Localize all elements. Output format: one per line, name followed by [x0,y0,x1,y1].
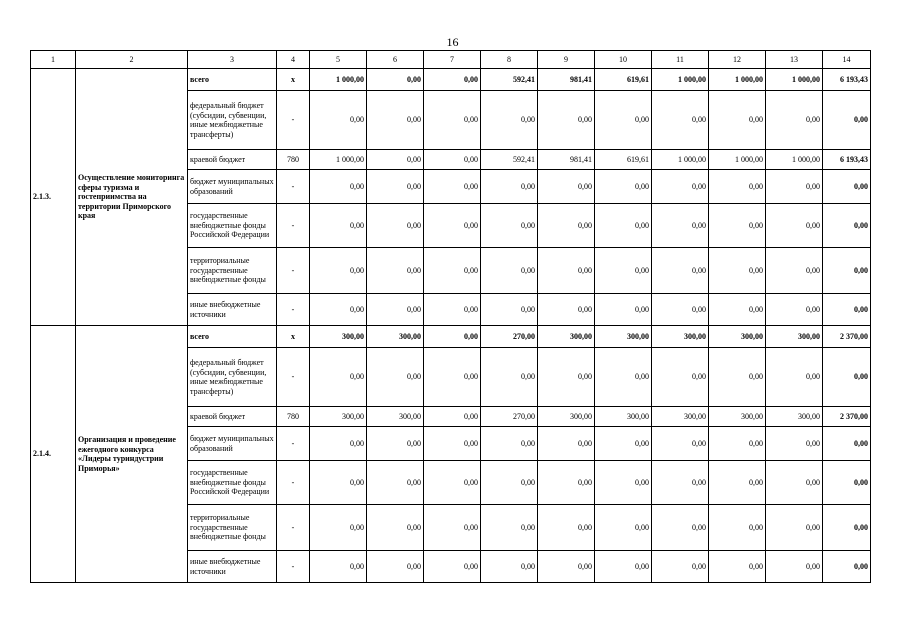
amount-cell: 1 000,00 [652,69,709,91]
amount-cell: 300,00 [310,326,367,348]
amount-cell: 0,00 [538,551,595,583]
amount-cell: 0,00 [709,427,766,461]
amount-cell: 6 193,43 [823,69,871,91]
amount-cell: 0,00 [367,170,424,204]
funding-source: территориальные государственные внебюджетные фонды [188,248,277,294]
amount-cell: 0,00 [823,91,871,150]
column-4-value: - [277,551,310,583]
amount-cell: 0,00 [709,294,766,326]
amount-cell: 0,00 [709,248,766,294]
amount-cell: 0,00 [652,551,709,583]
amount-cell: 0,00 [367,248,424,294]
amount-cell: 0,00 [823,427,871,461]
column-header: 3 [188,51,277,69]
amount-cell: 6 193,43 [823,150,871,170]
column-header: 2 [76,51,188,69]
amount-cell: 0,00 [367,551,424,583]
amount-cell: 0,00 [538,248,595,294]
amount-cell: 0,00 [766,248,823,294]
amount-cell: 0,00 [367,294,424,326]
amount-cell: 1 000,00 [310,150,367,170]
amount-cell: 981,41 [538,69,595,91]
amount-cell: 0,00 [367,505,424,551]
amount-cell: 0,00 [709,461,766,505]
amount-cell: 2 370,00 [823,326,871,348]
amount-cell: 0,00 [481,294,538,326]
amount-cell: 300,00 [538,407,595,427]
amount-cell: 0,00 [595,91,652,150]
amount-cell: 0,00 [481,248,538,294]
column-header: 6 [367,51,424,69]
amount-cell: 0,00 [652,505,709,551]
amount-cell: 0,00 [310,427,367,461]
amount-cell: 300,00 [652,326,709,348]
amount-cell: 0,00 [823,505,871,551]
amount-cell: 0,00 [310,91,367,150]
amount-cell: 0,00 [766,170,823,204]
column-4-value: 780 [277,150,310,170]
column-4-value: x [277,326,310,348]
amount-cell: 0,00 [310,461,367,505]
column-header: 10 [595,51,652,69]
column-header: 13 [766,51,823,69]
budget-row [31,326,871,348]
amount-cell: 981,41 [538,150,595,170]
amount-cell: 0,00 [481,551,538,583]
amount-cell: 0,00 [766,294,823,326]
amount-cell: 0,00 [424,69,481,91]
amount-cell: 0,00 [538,204,595,248]
amount-cell: 0,00 [424,150,481,170]
amount-cell: 0,00 [823,170,871,204]
column-header: 9 [538,51,595,69]
amount-cell: 0,00 [424,204,481,248]
amount-cell: 1 000,00 [652,150,709,170]
amount-cell: 0,00 [424,427,481,461]
amount-cell: 0,00 [652,170,709,204]
amount-cell: 300,00 [310,407,367,427]
column-4-value: - [277,461,310,505]
amount-cell: 0,00 [481,91,538,150]
amount-cell: 0,00 [310,551,367,583]
activity-code: 2.1.4. [31,326,76,583]
amount-cell: 0,00 [766,505,823,551]
amount-cell: 0,00 [424,248,481,294]
funding-source: иные внебюджетные источники [188,294,277,326]
amount-cell: 0,00 [766,551,823,583]
funding-source: федеральный бюджет (субсидии, субвенции, иные межбюджетные трансферты) [188,91,277,150]
amount-cell: 0,00 [652,294,709,326]
amount-cell: 0,00 [709,505,766,551]
amount-cell: 0,00 [424,505,481,551]
amount-cell: 0,00 [766,427,823,461]
column-header: 12 [709,51,766,69]
amount-cell: 0,00 [709,551,766,583]
column-header: 14 [823,51,871,69]
amount-cell: 0,00 [310,170,367,204]
amount-cell: 0,00 [538,91,595,150]
amount-cell: 0,00 [652,427,709,461]
amount-cell: 0,00 [310,505,367,551]
funding-source: иные внебюджетные источники [188,551,277,583]
amount-cell: 0,00 [595,505,652,551]
column-4-value: - [277,294,310,326]
amount-cell: 0,00 [709,91,766,150]
amount-cell: 300,00 [367,407,424,427]
amount-cell: 0,00 [595,170,652,204]
column-4-value: - [277,91,310,150]
amount-cell: 619,61 [595,150,652,170]
amount-cell: 619,61 [595,69,652,91]
amount-cell: 270,00 [481,407,538,427]
budget-row [31,69,871,91]
amount-cell: 300,00 [538,326,595,348]
column-4-value: - [277,204,310,248]
amount-cell: 0,00 [481,427,538,461]
amount-cell: 0,00 [709,170,766,204]
column-4-value: - [277,505,310,551]
amount-cell: 0,00 [766,348,823,407]
column-number-header-row [31,51,871,69]
amount-cell: 0,00 [424,407,481,427]
amount-cell: 0,00 [424,551,481,583]
amount-cell: 300,00 [652,407,709,427]
amount-cell: 0,00 [481,348,538,407]
amount-cell: 0,00 [538,170,595,204]
activity-code: 2.1.3. [31,69,76,326]
amount-cell: 0,00 [766,461,823,505]
amount-cell: 0,00 [823,348,871,407]
amount-cell: 0,00 [538,505,595,551]
funding-source: государственные внебюджетные фонды Российской Федерации [188,461,277,505]
amount-cell: 0,00 [481,505,538,551]
amount-cell: 300,00 [595,407,652,427]
amount-cell: 1 000,00 [766,69,823,91]
column-header: 1 [31,51,76,69]
amount-cell: 0,00 [595,461,652,505]
amount-cell: 0,00 [595,551,652,583]
amount-cell: 1 000,00 [709,150,766,170]
amount-cell: 0,00 [538,348,595,407]
amount-cell: 0,00 [367,91,424,150]
column-header: 8 [481,51,538,69]
amount-cell: 0,00 [310,294,367,326]
amount-cell: 0,00 [652,248,709,294]
column-4-value: - [277,348,310,407]
amount-cell: 0,00 [823,551,871,583]
column-header: 4 [277,51,310,69]
amount-cell: 270,00 [481,326,538,348]
funding-source: всего [188,326,277,348]
amount-cell: 0,00 [823,204,871,248]
funding-source: территориальные государственные внебюджетные фонды [188,505,277,551]
amount-cell: 0,00 [823,461,871,505]
amount-cell: 0,00 [367,150,424,170]
amount-cell: 300,00 [709,407,766,427]
amount-cell: 0,00 [538,427,595,461]
amount-cell: 0,00 [367,427,424,461]
amount-cell: 0,00 [595,427,652,461]
amount-cell: 300,00 [766,326,823,348]
amount-cell: 1 000,00 [310,69,367,91]
amount-cell: 0,00 [709,204,766,248]
column-header: 5 [310,51,367,69]
amount-cell: 0,00 [595,348,652,407]
amount-cell: 0,00 [367,348,424,407]
amount-cell: 0,00 [709,348,766,407]
amount-cell: 0,00 [367,204,424,248]
amount-cell: 0,00 [367,461,424,505]
column-header: 7 [424,51,481,69]
amount-cell: 0,00 [481,204,538,248]
amount-cell: 0,00 [481,461,538,505]
amount-cell: 0,00 [538,461,595,505]
amount-cell: 300,00 [766,407,823,427]
amount-cell: 300,00 [595,326,652,348]
activity-name: Организация и проведение ежегодного конкурса «Лидеры туриндустрии Приморья» [76,326,188,583]
amount-cell: 0,00 [766,91,823,150]
amount-cell: 0,00 [424,91,481,150]
funding-source: бюджет муниципальных образований [188,427,277,461]
amount-cell: 2 370,00 [823,407,871,427]
amount-cell: 0,00 [424,348,481,407]
column-header: 11 [652,51,709,69]
funding-source: государственные внебюджетные фонды Российской Федерации [188,204,277,248]
funding-source: всего [188,69,277,91]
amount-cell: 0,00 [595,248,652,294]
page-number: 16 [446,35,459,49]
amount-cell: 0,00 [823,248,871,294]
column-4-value: 780 [277,407,310,427]
column-4-value: - [277,248,310,294]
amount-cell: 0,00 [424,326,481,348]
amount-cell: 0,00 [595,294,652,326]
amount-cell: 1 000,00 [709,69,766,91]
amount-cell: 0,00 [367,69,424,91]
amount-cell: 0,00 [652,204,709,248]
amount-cell: 0,00 [310,348,367,407]
funding-source: бюджет муниципальных образований [188,170,277,204]
amount-cell: 0,00 [595,204,652,248]
amount-cell: 0,00 [424,294,481,326]
amount-cell: 0,00 [823,294,871,326]
column-4-value: - [277,427,310,461]
amount-cell: 1 000,00 [766,150,823,170]
amount-cell: 0,00 [310,204,367,248]
budget-table [30,50,871,583]
amount-cell: 0,00 [481,170,538,204]
amount-cell: 0,00 [424,170,481,204]
amount-cell: 0,00 [310,248,367,294]
amount-cell: 592,41 [481,69,538,91]
funding-source: краевой бюджет [188,150,277,170]
amount-cell: 0,00 [652,348,709,407]
amount-cell: 0,00 [538,294,595,326]
column-4-value: x [277,69,310,91]
amount-cell: 592,41 [481,150,538,170]
amount-cell: 300,00 [709,326,766,348]
amount-cell: 0,00 [766,204,823,248]
activity-name: Осуществление мониторинга сферы туризма и гостеприимства на территории Приморского края [76,69,188,326]
amount-cell: 0,00 [652,91,709,150]
amount-cell: 0,00 [652,461,709,505]
funding-source: краевой бюджет [188,407,277,427]
amount-cell: 300,00 [367,326,424,348]
funding-source: федеральный бюджет (субсидии, субвенции, иные межбюджетные трансферты) [188,348,277,407]
amount-cell: 0,00 [424,461,481,505]
column-4-value: - [277,170,310,204]
